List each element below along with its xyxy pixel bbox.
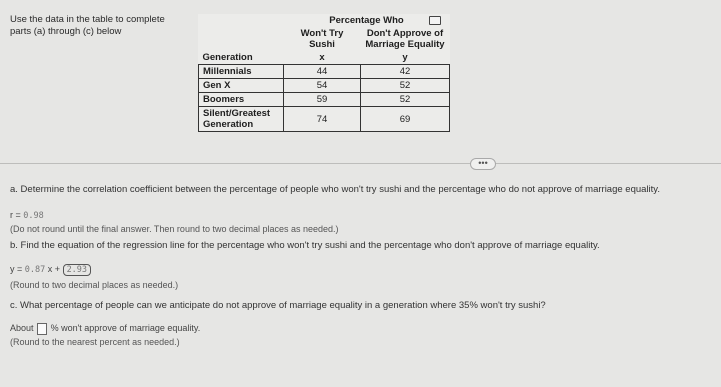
x-cell: 54 (284, 79, 361, 93)
part-a-answer-value[interactable]: 0.98 (23, 211, 44, 221)
x-cell: 74 (284, 107, 361, 132)
instructions-text: Use the data in the table to complete parts (a) through (c) below (10, 14, 165, 37)
part-c-note: (Round to the nearest percent as needed.) (10, 337, 180, 347)
col-y-header (361, 27, 450, 51)
table-blank-header-2 (199, 27, 284, 51)
part-c-answer-prefix: About (10, 323, 34, 333)
col-y-header-line2: Marriage Equality (365, 39, 445, 50)
part-a-answer (10, 209, 44, 222)
generation-line2: Generation (203, 119, 254, 130)
x-cell: 44 (284, 65, 361, 79)
row-header: Generation (202, 52, 253, 63)
part-c-answer-input[interactable] (37, 323, 47, 335)
generation-cell: Millennials (199, 65, 284, 79)
part-b-question: b. Find the equation of the regression line for the percentage who won't try sushi and the percentage who don't approve of marriage equality. (10, 240, 600, 251)
col-x-header-line2: Sushi (309, 39, 335, 50)
generation-line1: Silent/Greatest (203, 108, 271, 119)
part-a-note: (Do not round until the final answer. Then round to two decimal places as needed.) (10, 224, 339, 234)
part-a-question: a. Determine the correlation coefficient between the percentage of people who won't try sushi and the percentage who do not approve of marriage equality. (10, 184, 660, 195)
y-cell: 52 (361, 93, 450, 107)
x-cell: 59 (284, 93, 361, 107)
generation-cell: Boomers (199, 93, 284, 107)
data-table (198, 14, 450, 132)
col-y-header-line1: Don't Approve of (366, 28, 444, 39)
generation-cell: Gen X (199, 79, 284, 93)
more-options-button[interactable]: ••• (470, 158, 496, 170)
part-b-answer-prefix: y = (10, 264, 23, 274)
part-b-intercept-value[interactable]: 2.93 (63, 264, 91, 276)
table-row (199, 107, 450, 132)
col-y-var: y (402, 52, 408, 63)
part-c-question: c. What percentage of people can we anticipate do not approve of marriage equality in a generation where 35% won't try sushi? (10, 300, 546, 311)
y-cell: 69 (361, 107, 450, 132)
table-blank-header (199, 14, 284, 27)
y-cell: 42 (361, 65, 450, 79)
part-a-answer-prefix: r = (10, 210, 21, 220)
part-c-answer-suffix: % won't approve of marriage equality. (50, 323, 201, 333)
part-b-slope-value[interactable]: 0.87 (24, 265, 46, 275)
col-x-header-line1: Won't Try (300, 28, 344, 39)
section-divider (0, 163, 721, 164)
part-b-answer (10, 263, 91, 276)
table-title: Percentage Who (329, 15, 404, 26)
table-row (199, 79, 450, 93)
table-row (199, 65, 450, 79)
part-b-note: (Round to two decimal places as needed.) (10, 280, 179, 290)
col-x-header (284, 27, 361, 51)
part-c-answer (10, 322, 200, 335)
part-b-x-plus: x + (47, 264, 61, 274)
table-row (199, 93, 450, 107)
copy-data-icon[interactable] (429, 16, 441, 25)
col-x-var: x (319, 52, 325, 63)
generation-cell (199, 107, 284, 132)
y-cell: 52 (361, 79, 450, 93)
